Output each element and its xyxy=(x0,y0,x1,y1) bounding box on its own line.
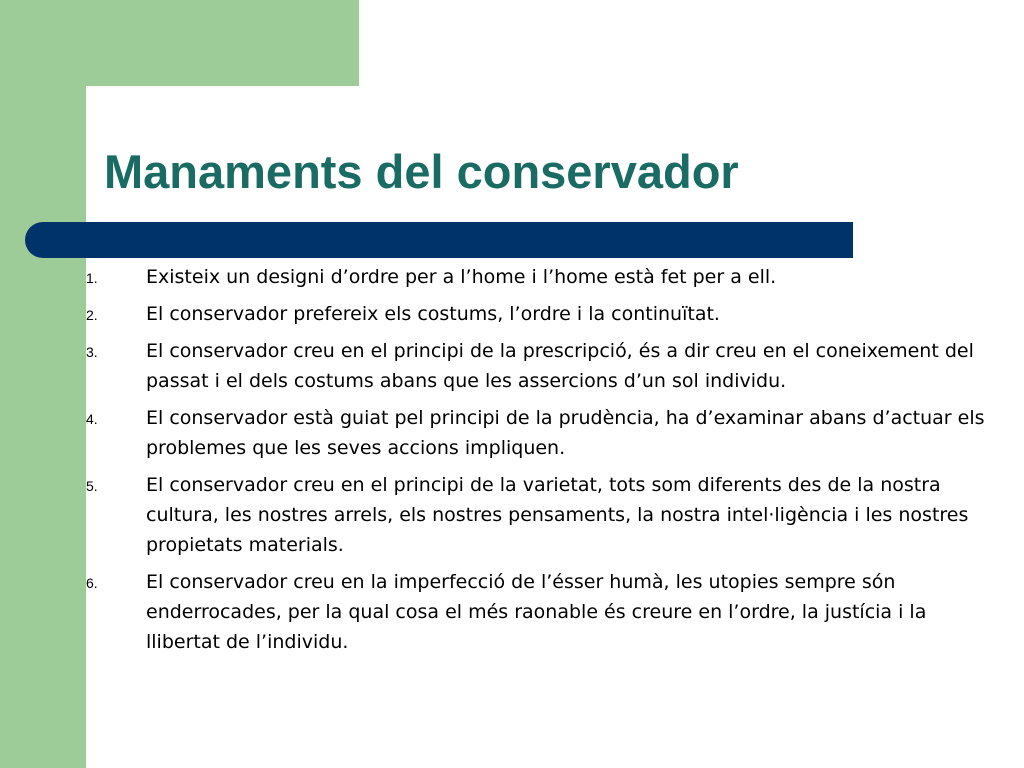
slide-title: Manaments del conservador xyxy=(104,145,739,198)
list-item xyxy=(86,470,996,560)
list-item-text: El conservador està guiat pel principi de la prudència, ha d’examinar abans d’actuar els problemes que les seves accions impliquen. xyxy=(146,407,985,459)
list-item-text: El conservador creu en el principi de la prescripció, és a dir creu en el coneixement del passat i el dels costums abans que les assercions d’un sol individu. xyxy=(146,340,974,392)
title-underline-bar xyxy=(25,222,853,258)
list-item xyxy=(86,262,996,292)
accent-green-left xyxy=(0,0,86,768)
list-item-text: El conservador creu en el principi de la varietat, tots som diferents des de la nostra cultura, les nostres arrels, els nostres pensaments, la nostra intel·ligència i les nostres propietats materials. xyxy=(146,474,969,556)
list-item xyxy=(86,567,996,657)
list-item xyxy=(86,403,996,463)
list-item-number: 6. xyxy=(86,575,98,591)
list-item-number: 1. xyxy=(86,270,98,286)
list-item-text: El conservador creu en la imperfecció de l’ésser humà, les utopies sempre són enderrocades, per la qual cosa el més raonable és creure en l’ordre, la justícia i la llibertat de l’individu. xyxy=(146,571,927,653)
list-item-number: 2. xyxy=(86,307,98,323)
list-item-text: El conservador prefereix els costums, l’ordre i la continuïtat. xyxy=(146,303,720,325)
list-item-text: Existeix un designi d’ordre per a l’home i l’home està fet per a ell. xyxy=(146,266,777,288)
list-item-number: 5. xyxy=(86,478,98,494)
accent-green-top xyxy=(0,0,359,86)
list-item-number: 3. xyxy=(86,344,98,360)
list-item xyxy=(86,336,996,396)
list-item-number: 4. xyxy=(86,411,98,427)
commandments-list xyxy=(86,262,996,664)
list-item xyxy=(86,299,996,329)
